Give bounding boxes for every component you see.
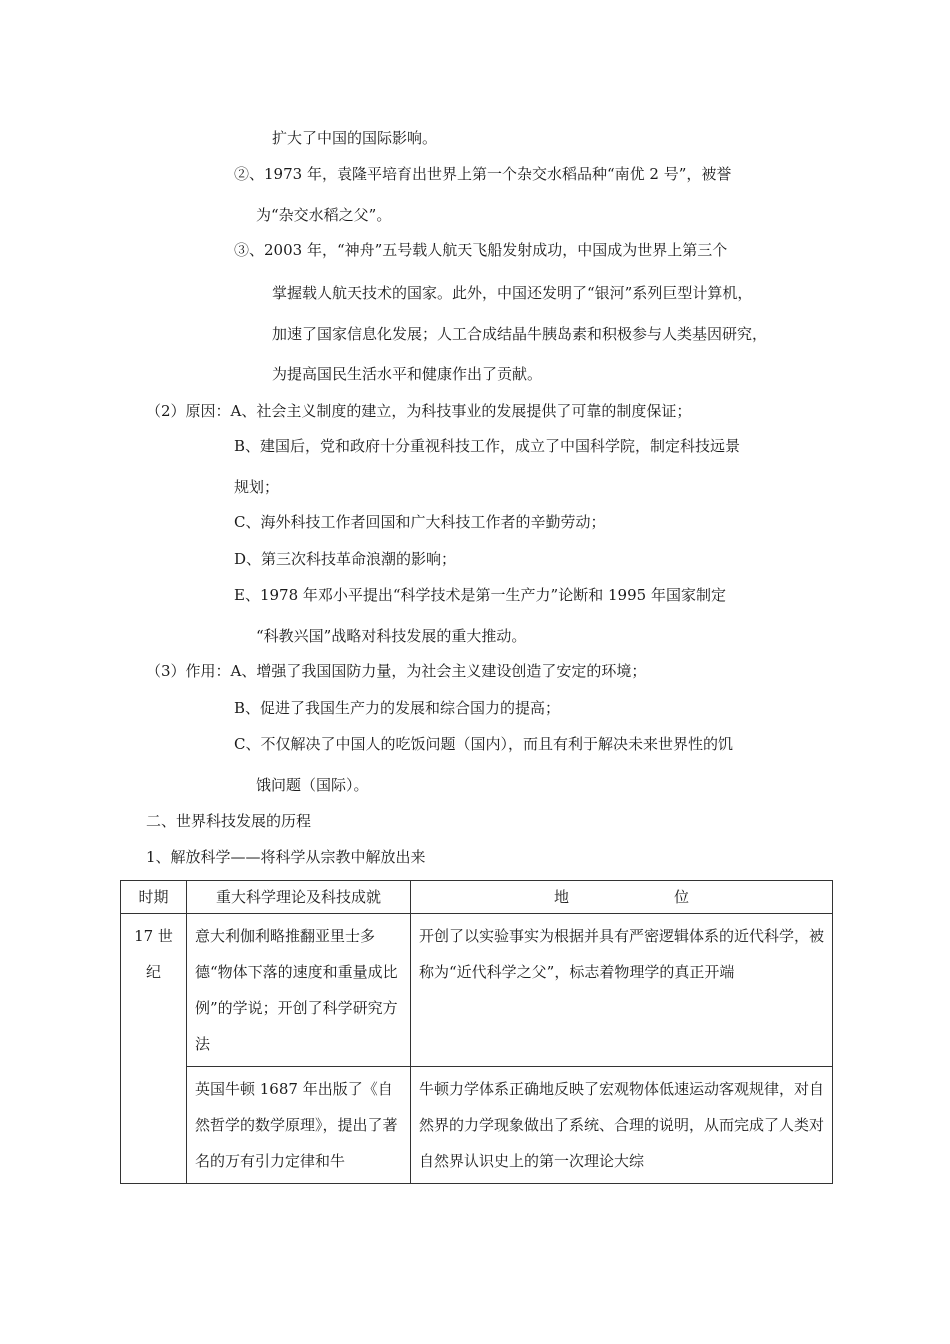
cell-status: 开创了以实验事实为根据并具有严密逻辑体系的近代科学，被称为“近代科学之父”，标志着物理学的真正开端 — [411, 914, 833, 1067]
text-line-5: 掌握载人航天技术的国家。此外，中国还发明了“银河”系列巨型计算机， — [272, 284, 753, 302]
cell-period: 17 世纪 — [121, 914, 187, 1184]
table-header-row — [121, 881, 833, 914]
text-line-6: 加速了国家信息化发展；人工合成结晶牛胰岛素和积极参与人类基因研究， — [272, 325, 768, 343]
text-line-4: ③、2003 年，“神舟”五号载人航天飞船发射成功，中国成为世界上第三个 — [234, 241, 728, 259]
header-status: 地 位 — [411, 881, 833, 914]
science-history-table — [120, 880, 833, 1184]
text-line-11: C、海外科技工作者回国和广大科技工作者的辛勤劳动； — [234, 513, 606, 531]
text-line-3: 为“杂交水稻之父”。 — [256, 206, 392, 224]
header-period: 时期 — [121, 881, 187, 914]
text-line-15: （3）作用：A、增强了我国国防力量，为社会主义建设创造了安定的环境； — [146, 662, 647, 680]
text-line-1: 扩大了中国的国际影响。 — [272, 129, 438, 147]
text-line-18: 饿问题（国际）。 — [256, 776, 369, 794]
text-line-8: （2）原因：A、社会主义制度的建立，为科技事业的发展提供了可靠的制度保证； — [146, 402, 692, 420]
text-line-13: E、1978 年邓小平提出“科学技术是第一生产力”论断和 1995 年国家制定 — [234, 586, 726, 604]
text-line-12: D、第三次科技革命浪潮的影响； — [234, 550, 457, 568]
text-line-9: B、建国后，党和政府十分重视科技工作，成立了中国科学院，制定科技远景 — [234, 437, 741, 455]
section-heading: 二、世界科技发展的历程 — [146, 812, 312, 830]
cell-achievement: 意大利伽利略推翻亚里士多德“物体下落的速度和重量成比例”的学说；开创了科学研究方法 — [187, 914, 411, 1067]
text-line-17: C、不仅解决了中国人的吃饭问题（国内），而且有利于解决未来世界性的饥 — [234, 735, 733, 753]
header-achievement: 重大科学理论及科技成就 — [187, 881, 411, 914]
cell-status: 牛顿力学体系正确地反映了宏观物体低速运动客观规律，对自然界的力学现象做出了系统、合理的说明，从而完成了人类对自然界认识史上的第一次理论大综 — [411, 1067, 833, 1184]
subsection-heading: 1、解放科学——将科学从宗教中解放出来 — [146, 848, 426, 866]
table-row — [121, 1067, 833, 1184]
text-line-2: ②、1973 年，袁隆平培育出世界上第一个杂交水稻品种“南优 2 号”，被誉 — [234, 165, 732, 183]
text-line-10: 规划； — [234, 478, 280, 496]
text-line-16: B、促进了我国生产力的发展和综合国力的提高； — [234, 699, 561, 717]
cell-achievement: 英国牛顿 1687 年出版了《自然哲学的数学原理》，提出了著名的万有引力定律和牛 — [187, 1067, 411, 1184]
text-line-7: 为提高国民生活水平和健康作出了贡献。 — [272, 365, 543, 383]
table-row — [121, 914, 833, 1067]
text-line-14: “科教兴国”战略对科技发展的重大推动。 — [256, 627, 527, 645]
